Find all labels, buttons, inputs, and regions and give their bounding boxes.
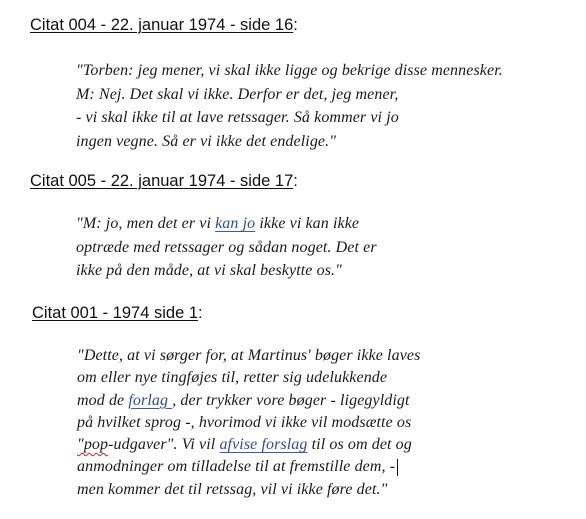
citat-004-heading [30,15,298,35]
citat-005-quote [76,212,377,283]
citat-004-line-3: - vi skal ikke til at lave retssager. Så kommer vi jo [76,109,399,126]
citat-001-line-3 [77,390,420,412]
pop-spelling-mark[interactable]: "pop [77,436,109,454]
kan-jo-link[interactable]: kan jo [215,215,256,232]
citat-001-line-4: på hvilket sprog -, hvorimod vi ikke vil modsætte os [77,413,412,431]
citat-004-line-2: M: Nej. Det skal vi ikke. Derfor er det, jeg mener, [76,85,399,103]
citat-005-heading [30,171,298,191]
citat-004-line-4: ingen vegne. Så er vi ikke det endelige." [76,132,337,150]
afvise-forslag-link[interactable]: afvise forslag [219,436,308,454]
citat-005-heading-colon: : [293,172,298,190]
citat-001-line-3-text-before: mod de [77,391,129,409]
citat-001-heading [32,303,203,323]
forlag-link[interactable]: forlag [128,391,173,409]
citat-001-line-5-text-after: til os om det og [307,436,412,454]
citat-001-line-3-text-after: , der trykker vore bøger - ligegyldigt [172,391,410,409]
citat-004-heading-colon: : [293,16,298,34]
citat-004-heading-label: Citat 004 - 22. januar 1974 - side 16 [30,16,294,34]
citat-004-quote [76,59,503,153]
citat-001-heading-colon: : [198,304,203,322]
citat-005-line-2: optræde med retssager og sådan noget. Det er [76,238,377,256]
citat-005-line-1 [76,212,377,236]
citat-001-line-6 [77,456,420,478]
citat-001-quote [77,345,420,501]
citat-001-line-2: om eller nye tingføjes til, retter sig udelukkende [77,369,388,387]
citat-004-line-1: "Torben: jeg mener, vi skal ikke ligge og bekrige disse mennesker. [76,62,503,79]
citat-001-heading-label: Citat 001 - 1974 side 1 [32,304,199,322]
citat-005-line-3: ikke på den måde, at vi skal beskytte os." [76,262,342,279]
citat-001-line-5-text-mid: -udgaver". Vi vil [108,436,220,454]
citat-001-line-1: "Dette, at vi sørger for, at Martinus' bøger ikke laves [77,347,421,364]
citat-001-line-6-text: anmodninger om tilladelse til at fremstille dem, - [77,458,396,476]
citat-001-line-7: men kommer det til retssag, vil vi ikke føre det." [77,480,388,498]
citat-005-line-1-text-after: ikke vi kan ikke [255,215,360,232]
citat-001-line-5 [77,434,420,456]
citat-005-heading-label: Citat 005 - 22. januar 1974 - side 17 [30,172,294,190]
citat-005-line-1-text-before: "M: jo, men det er vi [76,215,216,232]
text-cursor [397,459,398,476]
